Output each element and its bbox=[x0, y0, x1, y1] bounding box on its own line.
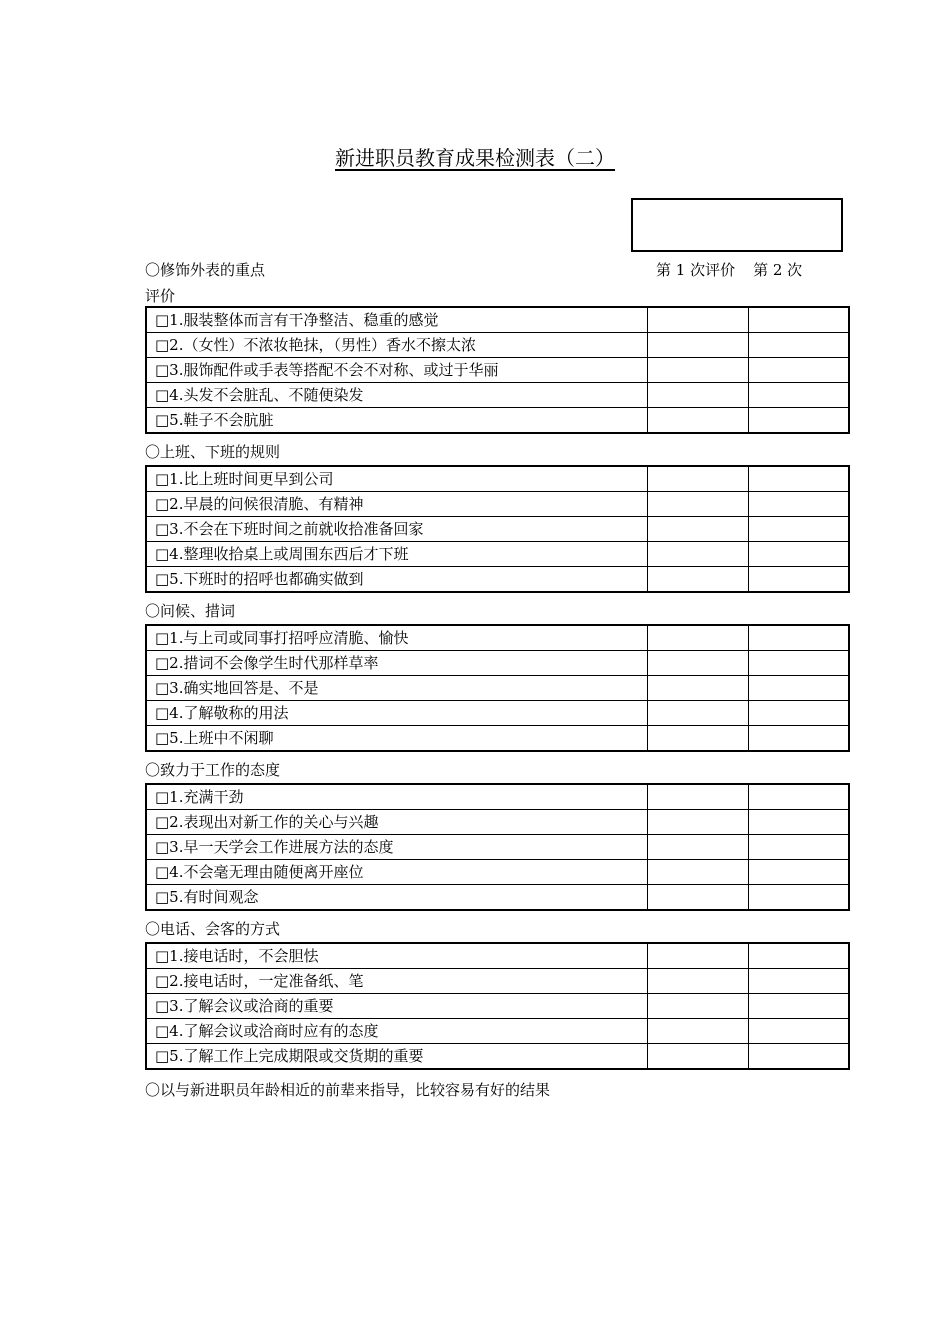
second-evaluation-cell[interactable] bbox=[748, 383, 849, 408]
table-row bbox=[146, 567, 849, 593]
first-evaluation-cell[interactable] bbox=[647, 307, 748, 333]
item-label: □1.比上班时间更早到公司 bbox=[146, 466, 647, 492]
table-row bbox=[146, 726, 849, 752]
second-evaluation-cell[interactable] bbox=[748, 408, 849, 434]
item-label: □3.不会在下班时间之前就收拾准备回家 bbox=[146, 517, 647, 542]
first-evaluation-cell[interactable] bbox=[647, 383, 748, 408]
item-label: □3.了解会议或洽商的重要 bbox=[146, 994, 647, 1019]
item-label: □5.鞋子不会肮脏 bbox=[146, 408, 647, 434]
evaluation-header bbox=[656, 260, 802, 280]
checklist-table bbox=[145, 942, 850, 1070]
first-evaluation-label: 第 1 次评价 bbox=[656, 261, 736, 279]
first-evaluation-cell[interactable] bbox=[647, 726, 748, 752]
item-label: □1.接电话时，不会胆怯 bbox=[146, 943, 647, 969]
first-evaluation-cell[interactable] bbox=[647, 492, 748, 517]
table-row bbox=[146, 810, 849, 835]
table-row bbox=[146, 492, 849, 517]
table-row bbox=[146, 943, 849, 969]
page-title: 新进职员教育成果检测表（二） bbox=[335, 146, 615, 170]
second-evaluation-cell[interactable] bbox=[748, 835, 849, 860]
second-evaluation-cell[interactable] bbox=[748, 885, 849, 911]
section-heading: 〇致力于工作的态度 bbox=[145, 761, 281, 779]
item-label: □4.不会毫无理由随便离开座位 bbox=[146, 860, 647, 885]
table-row bbox=[146, 517, 849, 542]
first-evaluation-cell[interactable] bbox=[647, 651, 748, 676]
table-row bbox=[146, 994, 849, 1019]
evaluation-header-tail: 评价 bbox=[145, 287, 176, 305]
first-evaluation-cell[interactable] bbox=[647, 358, 748, 383]
item-label: □1.与上司或同事打招呼应清脆、愉快 bbox=[146, 625, 647, 651]
second-evaluation-cell[interactable] bbox=[748, 625, 849, 651]
first-evaluation-cell[interactable] bbox=[647, 784, 748, 810]
table-row bbox=[146, 676, 849, 701]
second-evaluation-cell[interactable] bbox=[748, 784, 849, 810]
item-label: □2.表现出对新工作的关心与兴趣 bbox=[146, 810, 647, 835]
checklist-table bbox=[145, 624, 850, 752]
table-row bbox=[146, 1044, 849, 1070]
first-evaluation-cell[interactable] bbox=[647, 994, 748, 1019]
first-evaluation-cell[interactable] bbox=[647, 1019, 748, 1044]
item-label: □1.充满干劲 bbox=[146, 784, 647, 810]
first-evaluation-cell[interactable] bbox=[647, 466, 748, 492]
item-label: □4.头发不会脏乱、不随便染发 bbox=[146, 383, 647, 408]
first-evaluation-cell[interactable] bbox=[647, 542, 748, 567]
item-label: □3.早一天学会工作进展方法的态度 bbox=[146, 835, 647, 860]
second-evaluation-cell[interactable] bbox=[748, 517, 849, 542]
second-evaluation-cell[interactable] bbox=[748, 333, 849, 358]
checklist-table bbox=[145, 465, 850, 593]
first-evaluation-cell[interactable] bbox=[647, 701, 748, 726]
second-evaluation-cell[interactable] bbox=[748, 994, 849, 1019]
first-evaluation-cell[interactable] bbox=[647, 885, 748, 911]
second-evaluation-cell[interactable] bbox=[748, 860, 849, 885]
second-evaluation-label: 第 2 次 bbox=[753, 261, 803, 279]
item-label: □3.服饰配件或手表等搭配不会不对称、或过于华丽 bbox=[146, 358, 647, 383]
first-evaluation-cell[interactable] bbox=[647, 860, 748, 885]
second-evaluation-cell[interactable] bbox=[748, 969, 849, 994]
first-evaluation-cell[interactable] bbox=[647, 810, 748, 835]
second-evaluation-cell[interactable] bbox=[748, 943, 849, 969]
table-row bbox=[146, 835, 849, 860]
second-evaluation-cell[interactable] bbox=[748, 466, 849, 492]
table-row bbox=[146, 701, 849, 726]
item-label: □4.了解敬称的用法 bbox=[146, 701, 647, 726]
table-row bbox=[146, 784, 849, 810]
table-row bbox=[146, 542, 849, 567]
item-label: □2.接电话时，一定准备纸、笔 bbox=[146, 969, 647, 994]
first-evaluation-cell[interactable] bbox=[647, 943, 748, 969]
first-evaluation-cell[interactable] bbox=[647, 625, 748, 651]
section-heading: 〇上班、下班的规则 bbox=[145, 443, 281, 461]
item-label: □5.下班时的招呼也都确实做到 bbox=[146, 567, 647, 593]
first-evaluation-cell[interactable] bbox=[647, 567, 748, 593]
table-row bbox=[146, 969, 849, 994]
second-evaluation-cell[interactable] bbox=[748, 358, 849, 383]
table-row bbox=[146, 307, 849, 333]
table-row bbox=[146, 860, 849, 885]
second-evaluation-cell[interactable] bbox=[748, 676, 849, 701]
first-evaluation-cell[interactable] bbox=[647, 1044, 748, 1070]
first-evaluation-cell[interactable] bbox=[647, 835, 748, 860]
item-label: □5.有时间观念 bbox=[146, 885, 647, 911]
table-row bbox=[146, 625, 849, 651]
second-evaluation-cell[interactable] bbox=[748, 307, 849, 333]
item-label: □1.服装整体而言有干净整洁、稳重的感觉 bbox=[146, 307, 647, 333]
score-box bbox=[631, 198, 843, 252]
section-heading: 〇修饰外表的重点 bbox=[145, 261, 266, 279]
first-evaluation-cell[interactable] bbox=[647, 676, 748, 701]
section-heading: 〇问候、措词 bbox=[145, 602, 236, 620]
second-evaluation-cell[interactable] bbox=[748, 651, 849, 676]
second-evaluation-cell[interactable] bbox=[748, 810, 849, 835]
footer-note: 〇以与新进职员年龄相近的前辈来指导，比较容易有好的结果 bbox=[145, 1081, 551, 1099]
section-heading: 〇电话、会客的方式 bbox=[145, 920, 281, 938]
table-row bbox=[146, 408, 849, 434]
second-evaluation-cell[interactable] bbox=[748, 1044, 849, 1070]
second-evaluation-cell[interactable] bbox=[748, 542, 849, 567]
table-row bbox=[146, 358, 849, 383]
item-label: □2.早晨的问候很清脆、有精神 bbox=[146, 492, 647, 517]
first-evaluation-cell[interactable] bbox=[647, 969, 748, 994]
item-label: □4.了解会议或洽商时应有的态度 bbox=[146, 1019, 647, 1044]
item-label: □2.（女性）不浓妆艳抹，（男性）香水不擦太浓 bbox=[146, 333, 647, 358]
item-label: □4.整理收拾桌上或周围东西后才下班 bbox=[146, 542, 647, 567]
item-label: □2.措词不会像学生时代那样草率 bbox=[146, 651, 647, 676]
first-evaluation-cell[interactable] bbox=[647, 333, 748, 358]
table-row bbox=[146, 383, 849, 408]
table-row bbox=[146, 885, 849, 911]
item-label: □5.了解工作上完成期限或交货期的重要 bbox=[146, 1044, 647, 1070]
first-evaluation-cell[interactable] bbox=[647, 408, 748, 434]
table-row bbox=[146, 333, 849, 358]
table-row bbox=[146, 651, 849, 676]
second-evaluation-cell[interactable] bbox=[748, 567, 849, 593]
table-row bbox=[146, 1019, 849, 1044]
second-evaluation-cell[interactable] bbox=[748, 1019, 849, 1044]
checklist-table bbox=[145, 783, 850, 911]
second-evaluation-cell[interactable] bbox=[748, 726, 849, 752]
second-evaluation-cell[interactable] bbox=[748, 492, 849, 517]
checklist-table bbox=[145, 306, 850, 434]
second-evaluation-cell[interactable] bbox=[748, 701, 849, 726]
first-evaluation-cell[interactable] bbox=[647, 517, 748, 542]
table-row bbox=[146, 466, 849, 492]
item-label: □5.上班中不闲聊 bbox=[146, 726, 647, 752]
item-label: □3.确实地回答是、不是 bbox=[146, 676, 647, 701]
